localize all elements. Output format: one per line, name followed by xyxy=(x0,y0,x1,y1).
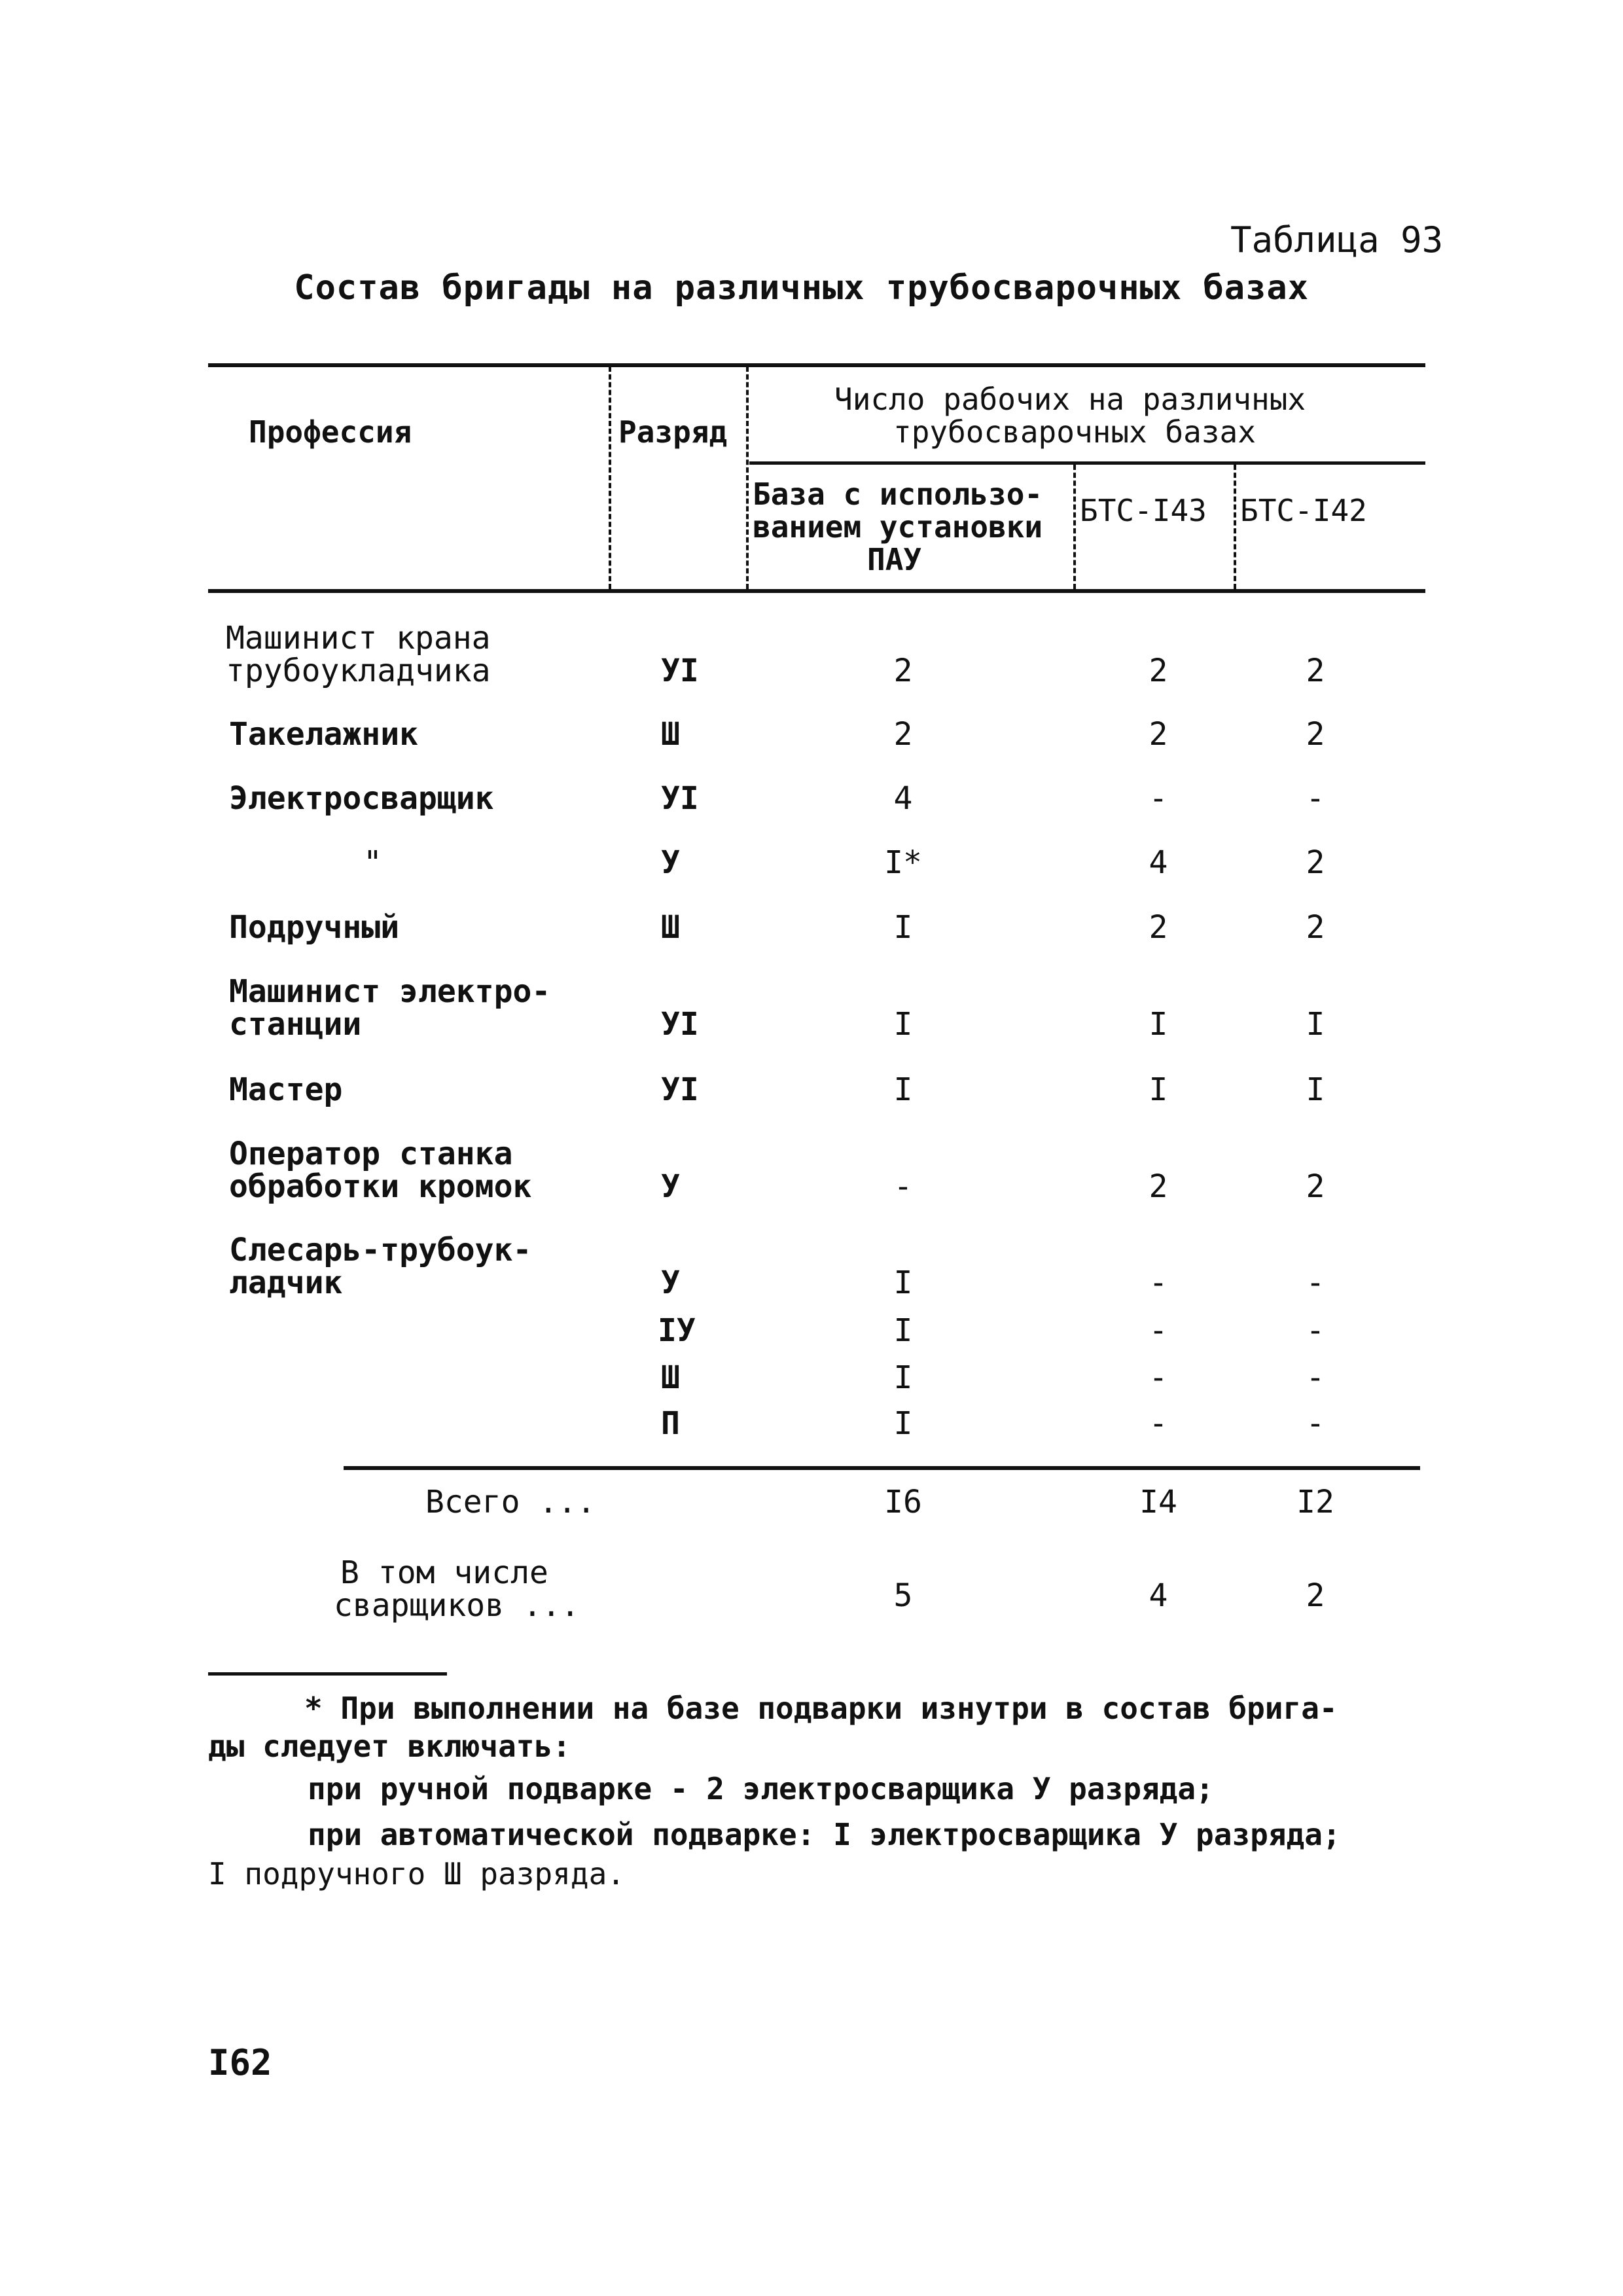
welders-value-bts143: 4 xyxy=(1149,1577,1168,1614)
row-grade: Ш xyxy=(661,716,680,753)
header-group-line1: Число рабочих на различных xyxy=(834,382,1306,417)
total-label: Всего ... xyxy=(425,1484,596,1520)
row-profession-cont: обработки кромок xyxy=(229,1168,532,1205)
header-col-pau-line2: ванием установки xyxy=(753,509,1043,545)
welders-value-bts142: 2 xyxy=(1306,1577,1325,1614)
header-separator-3 xyxy=(1073,465,1076,589)
header-col-pau-line1: База с использо- xyxy=(753,476,1043,512)
footnote-line1: * При выполнении на базе подварки изнутри в состав брига- xyxy=(304,1691,1338,1726)
row-value-pau: I* xyxy=(884,844,922,881)
total-rule xyxy=(344,1466,1420,1470)
row-grade: IУ xyxy=(658,1312,696,1349)
header-bottom-rule xyxy=(208,589,1425,593)
row-grade: УI xyxy=(661,780,699,817)
welders-label-line2: сварщиков ... xyxy=(334,1587,580,1624)
row-value-bts143: 2 xyxy=(1149,716,1168,753)
page-number: I62 xyxy=(208,2042,272,2083)
row-profession: Подручный xyxy=(229,909,400,946)
row-value-bts143: I xyxy=(1149,1071,1168,1108)
header-col-bts143: БТС-I43 xyxy=(1080,493,1207,528)
footnote-line5: I подручного Ш разряда. xyxy=(208,1856,625,1892)
header-group-line2: трубосварочных базах xyxy=(893,414,1256,450)
row-value-bts143: I xyxy=(1149,1006,1168,1043)
row-value-bts142: 2 xyxy=(1306,909,1325,946)
row-profession: Машинист крана xyxy=(226,620,491,656)
header-separator-1 xyxy=(609,367,611,589)
row-value-bts142: 2 xyxy=(1306,716,1325,753)
row-grade: У xyxy=(661,1265,680,1301)
row-value-bts142: - xyxy=(1306,1405,1325,1442)
row-value-pau: - xyxy=(893,1168,913,1205)
row-value-bts142: 2 xyxy=(1306,1168,1325,1205)
row-grade: УI xyxy=(661,1071,699,1108)
row-profession: Электросварщик xyxy=(229,780,494,817)
row-value-pau: I xyxy=(893,1359,913,1396)
row-value-bts142: - xyxy=(1306,780,1325,817)
row-profession-cont: ладчик xyxy=(229,1265,343,1301)
row-value-pau: I xyxy=(893,1071,913,1108)
footnote-rule xyxy=(208,1672,447,1676)
header-separator-2 xyxy=(746,367,749,589)
header-col-bts142: БТС-I42 xyxy=(1240,493,1367,528)
row-value-bts142: I xyxy=(1306,1071,1325,1108)
row-value-bts143: - xyxy=(1149,1265,1168,1301)
row-grade: У xyxy=(661,844,680,881)
row-value-pau: 2 xyxy=(893,716,913,753)
row-value-pau: I xyxy=(893,1265,913,1301)
header-profession: Профессия xyxy=(249,414,412,450)
row-profession-ditto: " xyxy=(363,844,382,881)
row-value-pau: I xyxy=(893,1006,913,1043)
row-value-bts143: 2 xyxy=(1149,1168,1168,1205)
footnote-line4: при автоматической подварке: I электросварщика У разряда; xyxy=(308,1817,1341,1852)
row-value-bts143: - xyxy=(1149,780,1168,817)
header-col-pau-line3: ПАУ xyxy=(867,542,922,577)
row-value-bts143: - xyxy=(1149,1405,1168,1442)
footnote-line3: при ручной подварке - 2 электросварщика У разряда; xyxy=(308,1771,1214,1806)
row-profession: Машинист электро- xyxy=(229,973,551,1010)
welders-value-pau: 5 xyxy=(893,1577,913,1614)
row-grade: П xyxy=(661,1405,680,1442)
row-value-bts142: - xyxy=(1306,1312,1325,1349)
row-grade: У xyxy=(661,1168,680,1205)
row-value-pau: I xyxy=(893,909,913,946)
header-separator-4 xyxy=(1234,465,1236,589)
footnote-line2: ды следует включать: xyxy=(208,1729,571,1764)
table-number: Таблица 93 xyxy=(1230,219,1444,260)
total-value-bts142: I2 xyxy=(1296,1484,1334,1520)
row-value-bts142: I xyxy=(1306,1006,1325,1043)
row-value-bts143: 2 xyxy=(1149,653,1168,689)
row-value-bts143: 4 xyxy=(1149,844,1168,881)
row-value-pau: 2 xyxy=(893,653,913,689)
row-profession-cont: трубоукладчика xyxy=(226,653,491,689)
row-value-bts142: 2 xyxy=(1306,844,1325,881)
table-top-rule xyxy=(208,363,1425,367)
row-value-bts142: - xyxy=(1306,1265,1325,1301)
row-grade: УI xyxy=(661,1006,699,1043)
row-profession: Мастер xyxy=(229,1071,343,1108)
row-value-pau: I xyxy=(893,1405,913,1442)
row-grade: Ш xyxy=(661,909,680,946)
welders-label-line1: В том числе xyxy=(340,1554,548,1591)
row-grade: УI xyxy=(661,653,699,689)
row-value-bts143: - xyxy=(1149,1312,1168,1349)
group-under-rule xyxy=(749,461,1425,465)
table-caption: Состав бригады на различных трубосварочных базах xyxy=(294,268,1309,308)
total-value-bts143: I4 xyxy=(1139,1484,1177,1520)
header-grade: Разряд xyxy=(618,414,728,450)
row-grade: Ш xyxy=(661,1359,680,1396)
row-value-pau: 4 xyxy=(893,780,913,817)
row-value-bts142: 2 xyxy=(1306,653,1325,689)
row-value-bts143: - xyxy=(1149,1359,1168,1396)
row-profession-cont: станции xyxy=(229,1006,362,1043)
row-value-pau: I xyxy=(893,1312,913,1349)
row-profession: Слесарь-трубоук- xyxy=(229,1232,532,1268)
total-value-pau: I6 xyxy=(884,1484,922,1520)
row-value-bts143: 2 xyxy=(1149,909,1168,946)
row-value-bts142: - xyxy=(1306,1359,1325,1396)
row-profession: Такелажник xyxy=(229,716,418,753)
row-profession: Оператор станка xyxy=(229,1136,513,1172)
